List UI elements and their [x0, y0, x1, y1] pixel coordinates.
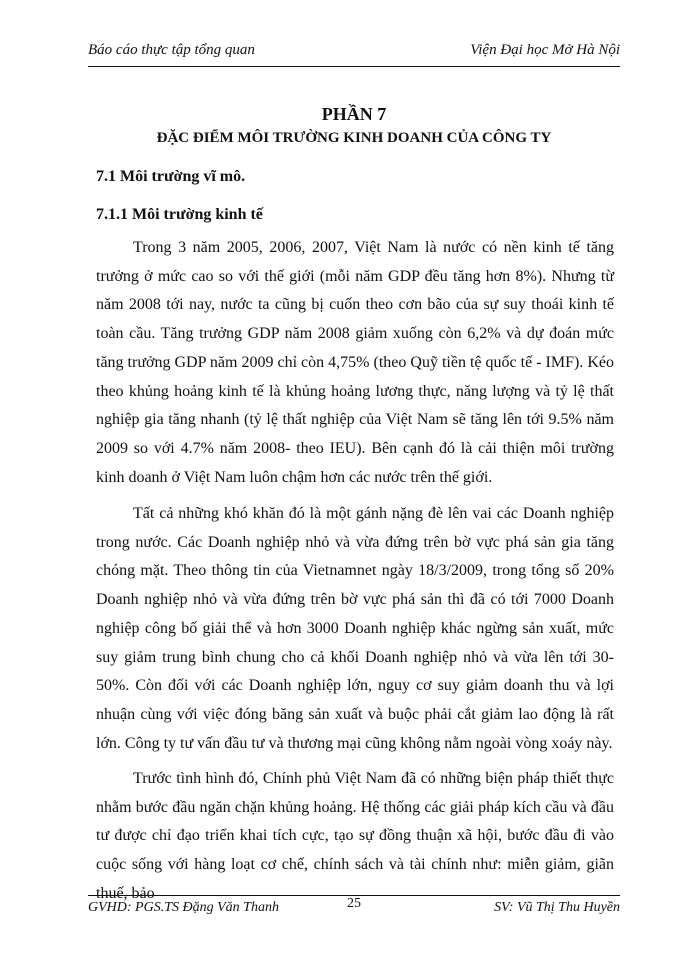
- footer-supervisor: GVHD: PGS.TS Đặng Văn Thanh: [88, 900, 279, 915]
- section-heading: 7.1 Môi trường vĩ mô.: [96, 168, 246, 185]
- page-number: 25: [347, 896, 361, 911]
- chapter-title: ĐẶC ĐIỂM MÔI TRƯỜNG KINH DOANH CỦA CÔNG TY: [156, 130, 552, 146]
- header-divider: [88, 66, 620, 67]
- body-paragraph: Trong 3 năm 2005, 2006, 2007, Việt Nam là nước có nền kinh tế tăng trưởng ở mức cao so với thế giới (mỗi năm GDP đều tăng hơn 8%). Nhưng từ năm 2008 tới nay, nước ta cũng bị cuốn theo cơn bão của sự suy thoái kinh tế toàn cầu. Tăng trưởng GDP năm 2008 giảm xuống còn 6,2% và dự đoán mức tăng trưởng GDP năm 2009 chỉ còn 4,75% (theo Quỹ tiền tệ quốc tế - IMF). Kéo theo khủng hoảng kinh tế là khủng hoảng lương thực, năng lượng và tỷ lệ thất nghiệp gia tăng nhanh (tỷ lệ thất nghiệp của Việt Nam sẽ tăng lên tới 9.5% năm 2009 so với 4.7% năm 2008- theo IEU). Bên cạnh đó là cải thiện môi trường kinh doanh ở Việt Nam luôn chậm hơn các nước trên thế giới.: [96, 239, 614, 486]
- page-header: [88, 42, 620, 59]
- header-left-text: Báo cáo thực tập tổng quan: [88, 42, 255, 58]
- body-paragraph: Trước tình hình đó, Chính phủ Việt Nam đã có những biện pháp thiết thực nhằm bước đầu ngăn chặn khủng hoảng. Hệ thống các giải pháp kích cầu và đầu tư được chỉ đạo triển khai tích cực, tạo sự đồng thuận xã hội, bước đầu đi vào cuộc sống với hàng loạt cơ chế, chính sách và tài chính như: miễn giảm, giãn thuế, bảo: [96, 770, 614, 902]
- part-title: PHẦN 7: [321, 104, 387, 124]
- body-paragraph: Tất cả những khó khăn đó là một gánh nặng đè lên vai các Doanh nghiệp trong nước. Các Doanh nghiệp nhỏ và vừa đứng trên bờ vực phá sản gia tăng chóng mặt. Theo thông tin của Vietnamnet ngày 18/3/2009, trong tổng số 20% Doanh nghiệp nhỏ và vừa đứng trên bờ vực phá sản thì đã có tới 7000 Doanh nghiệp công bố giải thể và hơn 3000 Doanh nghiệp khác ngừng sản xuất, mức suy giảm trung bình chung cho cả khối Doanh nghiệp nhỏ và vừa lên tới 30- 50%. Còn đối với các Doanh nghiệp lớn, nguy cơ suy giảm doanh thu và lợi nhuận cùng với việc đóng băng sản xuất và buộc phải cắt giảm lao động là rất lớn. Công ty tư vấn đầu tư và thương mại cũng không nằm ngoài vòng xoáy này.: [96, 505, 614, 752]
- page-footer: [88, 896, 620, 920]
- header-right-text: Viện Đại học Mở Hà Nội: [470, 42, 620, 58]
- footer-student: SV: Vũ Thị Thu Huyền: [494, 900, 620, 915]
- subsection-heading: 7.1.1 Môi trường kinh tế: [96, 206, 263, 223]
